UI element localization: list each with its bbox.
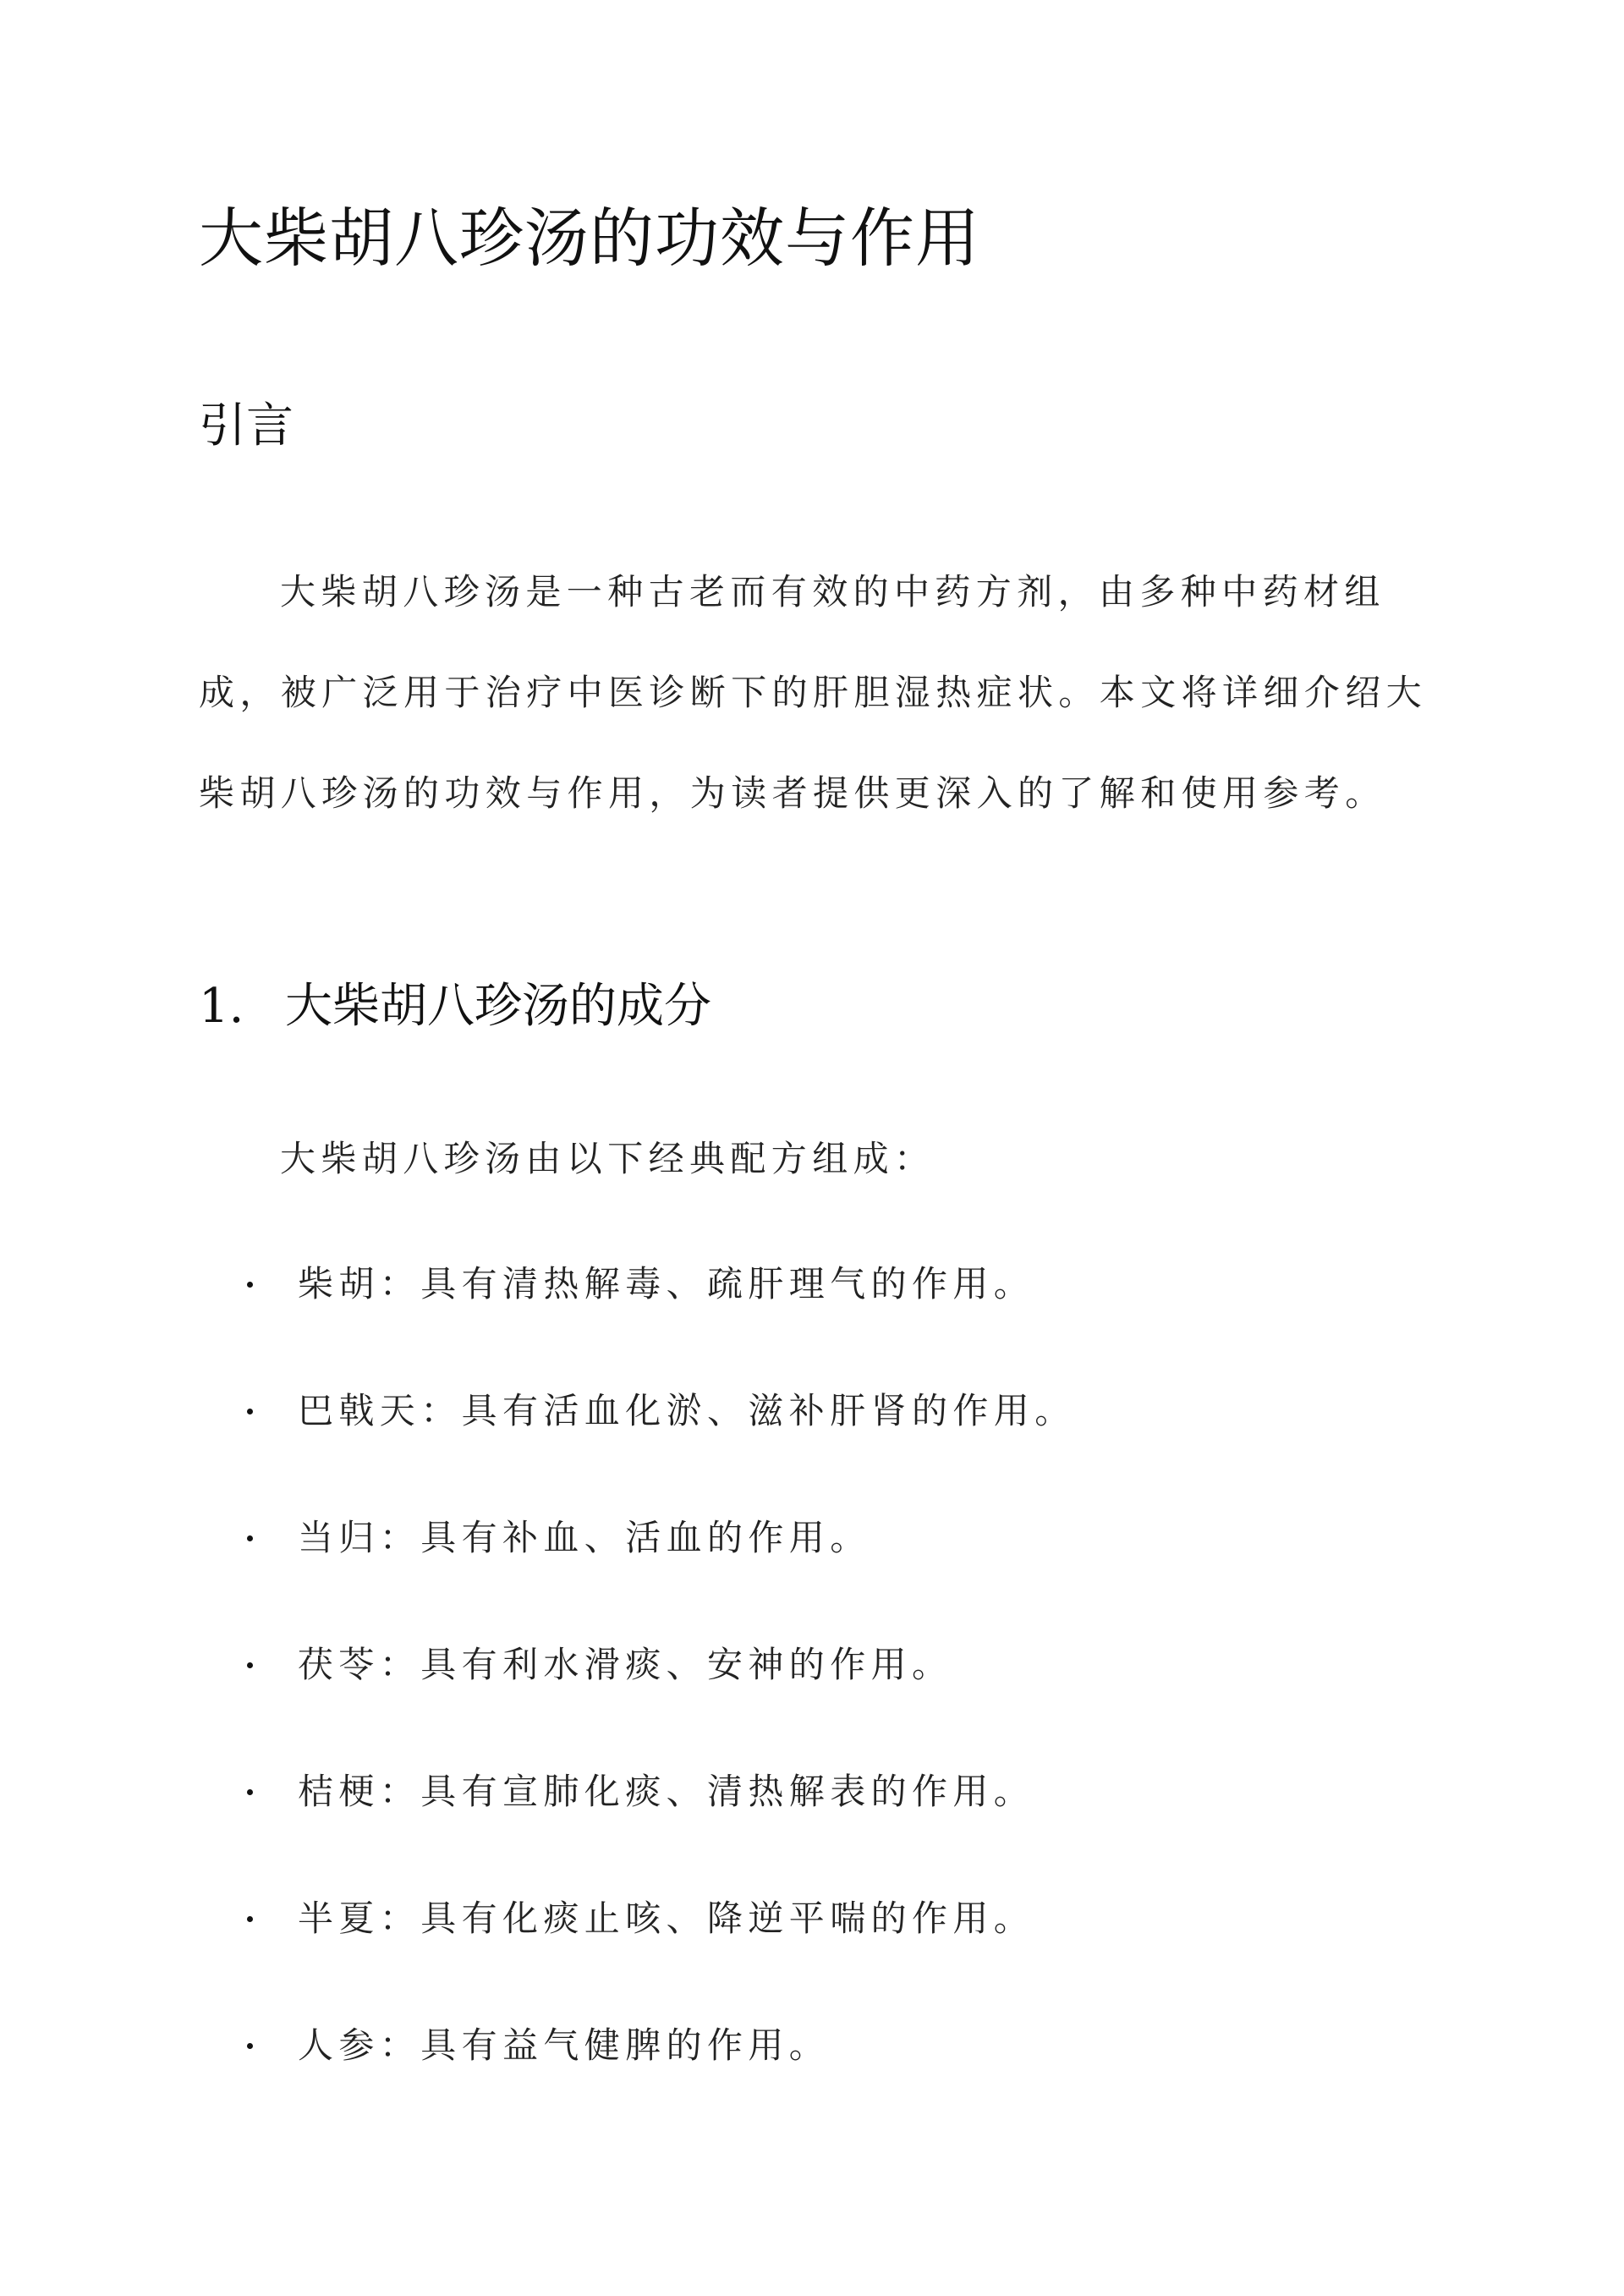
section-number: 1.	[199, 979, 244, 1034]
bullet-icon	[247, 1662, 253, 1668]
bullet-icon	[247, 1789, 253, 1795]
section-heading-text: 大柴胡八珍汤的成分	[285, 979, 711, 1034]
introduction-paragraph: 大柴胡八珍汤是一种古老而有效的中药方剂，由多种中药材组成，被广泛用于治疗中医诊断下的肝胆湿热症状。本文将详细介绍大柴胡八珍汤的功效与作用，为读者提供更深入的了解和使用参考。	[199, 571, 1428, 814]
list-item-text: 茯苓：具有利水滑痰、安神的作用。	[298, 1644, 953, 1685]
list-item-text: 柴胡：具有清热解毒、疏肝理气的作用。	[298, 1263, 1035, 1305]
ingredients-lead-text: 大柴胡八珍汤由以下经典配方组成：	[280, 1138, 935, 1179]
bullet-icon	[247, 2043, 253, 2049]
bullet-icon	[247, 1409, 253, 1414]
document-title: 大柴胡八珍汤的功效与作用	[199, 200, 980, 276]
list-item-text: 半夏：具有化痰止咳、降逆平喘的作用。	[298, 1898, 1035, 1939]
bullet-icon	[247, 1916, 253, 1922]
list-item-text: 当归：具有补血、活血的作用。	[298, 1517, 871, 1558]
list-item-text: 巴戟天：具有活血化淤、滋补肝肾的作用。	[298, 1390, 1076, 1431]
section-heading-introduction: 引言	[199, 398, 294, 453]
list-item-text: 人参：具有益气健脾的作用。	[298, 2024, 831, 2066]
section-heading-ingredients	[199, 973, 711, 1041]
list-item-text: 桔梗：具有宣肺化痰、清热解表的作用。	[298, 1771, 1035, 1812]
bullet-icon	[247, 1535, 253, 1541]
bullet-icon	[247, 1282, 253, 1288]
